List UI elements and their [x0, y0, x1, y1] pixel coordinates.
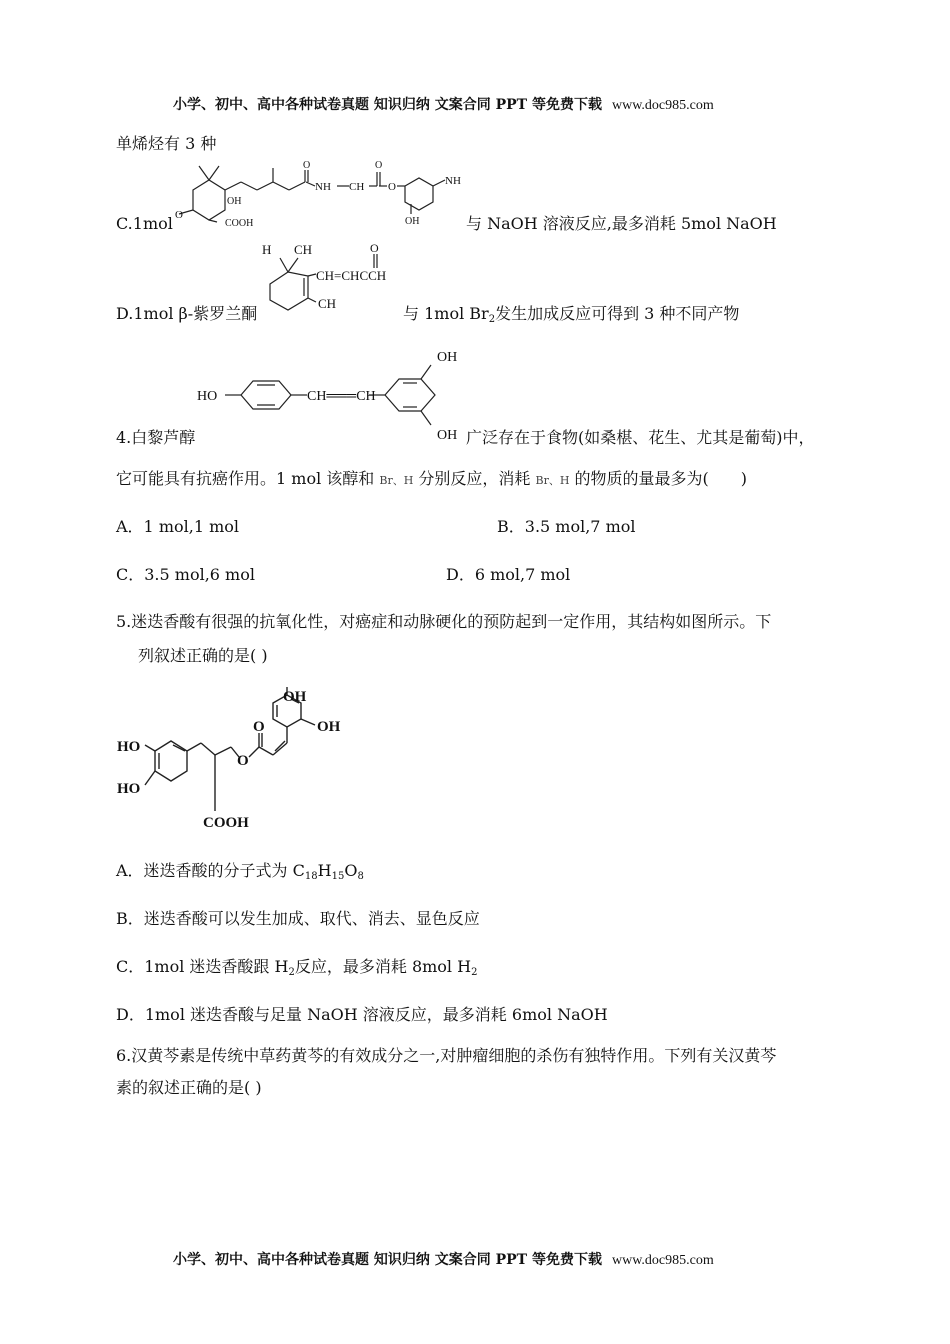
q4-reagents-2: Br、H: [535, 474, 570, 487]
footer-site: www.doc985.com: [611, 1253, 714, 1268]
page-header: [173, 94, 714, 114]
q5-structure: [115, 685, 365, 835]
q3-option-c-suffix: 与 NaOH 溶液反应,最多消耗 5mol NaOH: [466, 214, 777, 233]
svg-text:OH: OH: [405, 216, 420, 227]
svg-text:HO: HO: [197, 389, 218, 404]
q5-option-c: C．1mol 迷迭香酸跟 $H_2$反应，最多消耗 8mol $H_2$: [116, 957, 478, 978]
q5-option-a: A．迷迭香酸的分子式为 $C_{18}H_{15}O_8$: [116, 861, 364, 882]
q4-reagents-1: Br、H: [379, 474, 414, 487]
q4-option-c: C．3.5 mol,6 mol: [116, 565, 255, 584]
q3-option-c-prefix: C.1mol: [116, 214, 173, 233]
svg-text:HO: HO: [117, 781, 141, 797]
q3-tail: 单烯烃有 3 种: [116, 134, 217, 153]
svg-text:O: O: [375, 160, 383, 171]
svg-text:COOH: COOH: [225, 218, 254, 229]
svg-text:OH: OH: [437, 350, 458, 365]
svg-text:NH: NH: [315, 181, 331, 193]
header-text: 小学、初中、高中各种试卷真题 知识归纳 文案合同 PPT 等免费下载: [173, 97, 602, 113]
q4-option-d: D．6 mol,7 mol: [446, 565, 571, 584]
q4-stem-1: 4.白黎芦醇: [116, 428, 196, 447]
svg-text:OH: OH: [437, 428, 458, 443]
page-footer: [173, 1249, 714, 1269]
svg-text:NH: NH: [445, 175, 461, 187]
svg-text:CH: CH: [294, 242, 313, 257]
q5-stem-1: 5.迷迭香酸有很强的抗氧化性，对癌症和动脉硬化的预防起到一定作用，其结构如图所示。下: [116, 612, 772, 631]
svg-text:H: H: [262, 242, 272, 257]
q5-option-b: B．迷迭香酸可以发生加成、取代、消去、显色反应: [116, 909, 480, 928]
svg-text:O: O: [388, 181, 396, 193]
svg-text:HO: HO: [117, 739, 141, 755]
header-site: www.doc985.com: [611, 98, 714, 113]
q4-option-a: A．1 mol,1 mol: [116, 517, 240, 536]
footer-text: 小学、初中、高中各种试卷真题 知识归纳 文案合同 PPT 等免费下载: [173, 1252, 602, 1268]
q5-stem-2: 列叙述正确的是( ): [138, 646, 268, 665]
q6-stem-2: 素的叙述正确的是( ): [116, 1078, 262, 1097]
q3-option-d-suffix: 与 1mol $Br_2$发生加成反应可得到 3 种不同产物: [403, 304, 740, 325]
svg-text:CH=CHCCH: CH=CHCCH: [316, 268, 387, 283]
svg-text:O: O: [175, 209, 183, 221]
svg-text:O: O: [370, 241, 379, 255]
svg-text:OH: OH: [317, 719, 341, 735]
svg-text:O: O: [237, 753, 249, 769]
q3-option-d-prefix: D.1mol β-紫罗兰酮: [116, 304, 258, 323]
svg-text:COOH: COOH: [203, 815, 249, 831]
svg-text:O: O: [253, 719, 265, 735]
svg-text:O: O: [303, 160, 311, 171]
q4-stem-2: 广泛存在于食物(如桑椹、花生、尤其是葡萄)中，: [466, 428, 815, 447]
svg-text:CH: CH: [349, 181, 365, 193]
svg-text:CH═══CH: CH═══CH: [307, 389, 376, 404]
svg-text:OH: OH: [227, 196, 242, 207]
q5-option-d: D．1mol 迷迭香酸与足量 NaOH 溶液反应，最多消耗 6mol NaOH: [116, 1005, 608, 1024]
q6-stem-1: 6.汉黄芩素是传统中草药黄芩的有效成分之一,对肿瘤细胞的杀伤有独特作用。下列有关汉黄芩: [116, 1046, 777, 1065]
q4-structure: [195, 345, 465, 445]
q3-option-c-structure: [165, 160, 465, 232]
q4-stem-3: 它可能具有抗癌作用。1 mol 该醇和 Br、H 分别反应，消耗 Br、H 的物质的量最多为( ): [116, 469, 748, 488]
q4-option-b: B．3.5 mol,7 mol: [497, 517, 636, 536]
q3-option-d-structure: [258, 238, 408, 323]
svg-text:OH: OH: [283, 689, 307, 705]
svg-text:CH: CH: [318, 296, 337, 311]
